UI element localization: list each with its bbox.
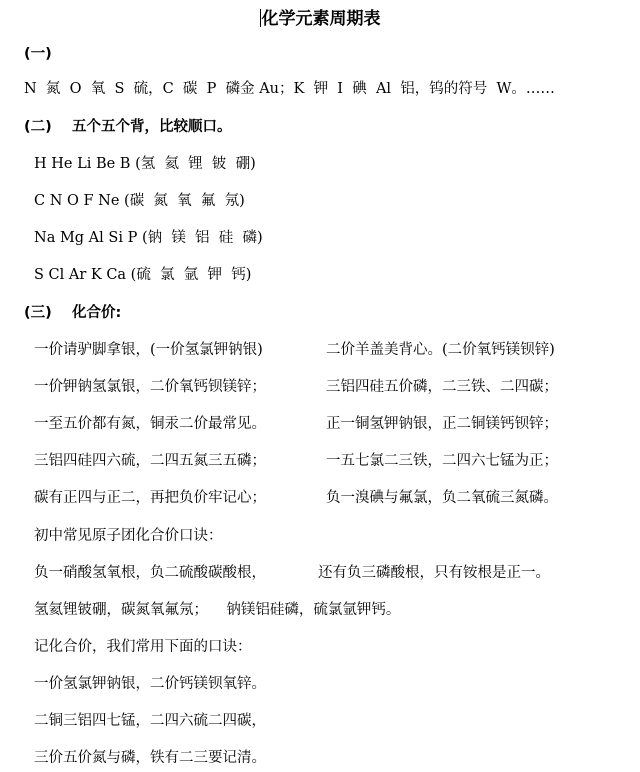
valence-line-right: 一五七氯二三铁，二四六七锰为正； — [326, 453, 558, 469]
valence-line-right: 正一铜氢钾钠银，正二铜镁钙钡锌； — [326, 416, 558, 432]
element-row-3: Na Mg Al Si P (钠 镁 铝 硅 磷) — [34, 230, 263, 246]
valence-line-left: 三铝四硅四六硫，二四五氮三五磷； — [34, 453, 266, 469]
valence-line-left: 碳有正四与正二，再把负价牢记心； — [34, 490, 266, 506]
element-row-4: S Cl Ar K Ca (硫 氯 氩 钾 钙) — [34, 267, 252, 283]
text-cursor — [260, 9, 261, 27]
radicals-line-right: 还有负三磷酸根，只有铵根是正一。 — [318, 565, 550, 581]
valence-line-right: 负一溴碘与氟氯，负二氧硫三氮磷。 — [326, 490, 558, 506]
mnemonic-line: 二铜三铝四七锰，二四六硫二四碳， — [34, 713, 266, 729]
document-title — [0, 4, 640, 29]
section2-heading: (二) 五个五个背，比较顺口。 — [24, 119, 232, 135]
valence-line-right: 二价羊盖美背心。(二价氧钙镁钡锌) — [326, 342, 555, 358]
element-row-2: C N O F Ne (碳 氮 氧 氟 氖) — [34, 193, 245, 209]
mnemonic-line: 三价五价氮与磷，铁有二三要记清。 — [34, 750, 266, 766]
valence-line-left: 一至五价都有氮，铜汞二价最常见。 — [34, 416, 266, 432]
element-row-1: H He Li Be B (氢 氦 锂 铍 硼) — [34, 156, 256, 172]
section1-heading: (一) — [24, 46, 52, 62]
radicals-title: 初中常见原子团化合价口诀： — [34, 528, 223, 544]
elements-mnemonic-line: 氢氦锂铍硼，碳氮氧氟氖； 钠镁铝硅磷，硫氯氩钾钙。 — [34, 602, 401, 618]
valence-line-left: 一价请驴脚拿银，(一价氢氯钾钠银) — [34, 342, 263, 358]
document-title-text: 化学元素周期表 — [261, 9, 381, 29]
mnemonic-title: 记化合价，我们常用下面的口诀： — [34, 639, 252, 655]
section3-heading: (三) 化合价: — [24, 305, 122, 321]
valence-line-left: 一价钾钠氢氯银，二价氧钙钡镁锌； — [34, 379, 266, 395]
valence-line-right: 三铝四硅五价磷，二三铁、二四碳； — [326, 379, 558, 395]
mnemonic-line: 一价氢氯钾钠银，二价钙镁钡氧锌。 — [34, 676, 266, 692]
section1-text: N 氮 O 氧 S 硫，C 碳 P 磷金 Au；K 钾 I 碘 Al 铝，钨的符号 W。…… — [24, 81, 555, 97]
radicals-line-left: 负一硝酸氢氧根，负二硫酸碳酸根， — [34, 565, 266, 581]
